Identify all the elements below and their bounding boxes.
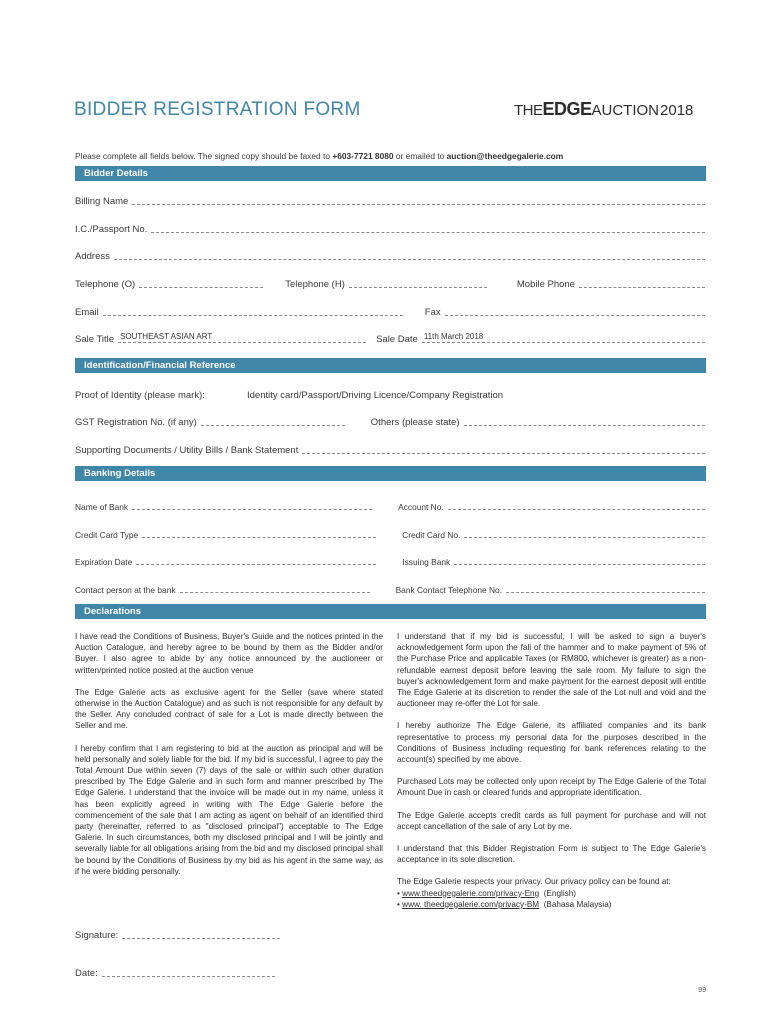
name-of-bank-label: Name of Bank	[75, 502, 129, 512]
credit-card-type-label: Credit Card Type	[75, 530, 139, 540]
declaration-paragraph: I hereby authorize The Edge Galerie, its affiliated companies and its bank representative to process my personal data for the purposes described in the Conditions of Business including requesting for bank references relating to the account(s) specified by me above.	[397, 721, 706, 765]
billing-name-field[interactable]	[132, 204, 705, 205]
mobile-phone-label: Mobile Phone	[516, 279, 575, 290]
supporting-docs-field[interactable]	[302, 453, 705, 454]
address-row	[75, 248, 705, 262]
signature-row	[75, 927, 280, 941]
expiration-date-label: Expiration Date	[75, 557, 133, 567]
mobile-phone-field[interactable]	[579, 287, 705, 288]
contact-person-field[interactable]	[180, 592, 370, 593]
bank-row-1	[75, 498, 705, 512]
section-declarations: Declarations	[75, 604, 706, 619]
sale-row	[75, 331, 705, 345]
fax-label: Fax	[424, 307, 441, 318]
privacy-intro: The Edge Galerie respects your privacy. Our privacy policy can be found at:	[397, 877, 671, 887]
date-label: Date:	[75, 968, 98, 979]
bank-row-4	[75, 581, 705, 595]
telephone-office-field[interactable]	[139, 287, 263, 288]
sale-title-value: SOUTHEAST ASIAN ART	[120, 332, 213, 341]
email-field[interactable]	[103, 315, 403, 316]
credit-card-type-field[interactable]	[142, 537, 376, 538]
billing-name-label: Billing Name	[75, 196, 129, 207]
email-row	[75, 304, 705, 318]
contact-email[interactable]: auction@theedgegalerie.com	[446, 151, 564, 161]
contact-person-label: Contact person at the bank	[75, 585, 176, 595]
declaration-paragraph: I have read the Conditions of Business, Buyer's Guide and the notices printed in the Auction Catalogue, and hereby agree to be bound by them as the Bidder and/or Buyer. I also agree to abide by any notice announced by the auctioneer or written/printed notice posted at the auction venue	[75, 632, 383, 675]
declaration-paragraph: I understand that if my bid is successful, I will be asked to sign a buyer's acknowledgement form upon the fall of the hammer and to make payment of 5% of the Purchase Price and applicable Taxes (or RM800, whichever is greater) as a non-refundable earnest deposit before leaving the sale room. My failure to sign the buyer's acknowledgement form and make payment for the earnest deposit will entitle The Edge Galerie at its discretion to render the sale of the Lot null and void and the auctioneer may re-offer the Lot for sale.	[397, 632, 706, 709]
fax-number: +603-7721 8080	[332, 151, 394, 161]
ic-passport-row	[75, 221, 705, 235]
telephone-office-label: Telephone (O)	[75, 279, 136, 290]
email-label: Email	[75, 307, 99, 318]
address-label: Address	[75, 251, 110, 262]
intro-text: Please complete all fields below. The signed copy should be faxed to +603-7721 8080 or emailed to auction@theedgegalerie.com	[75, 151, 564, 161]
bank-contact-tel-label: Bank Contact Telephone No.	[395, 585, 503, 595]
credit-card-no-label: Credit Card No.	[402, 530, 461, 540]
declaration-paragraph: I hereby confirm that I am registering to bid at the auction as principal and will be held personally and solely liable for the bid. If my bid is successful, I agree to pay the Total Amount Due within seven (7) days of the sale or within such other duration prescribed by The Edge Galerie and in such form and manner prescribed by The Edge Galerie. I understand that the invoice will be made out in my name, unless it has been explicitly agreed in writing with The Edge Galerie before the commencement of the sale that I am acting as agent on behalf of an identified third party (hereinafter, referred to as "disclosed principal") acceptable to The Edge Galerie. In such circumstances, both my disclosed principal and I will be jointly and severally liable for all obligations arising from the bid and my disclosed principal shall be bound by the Conditions of Business by my bid as his agent in the same way, as if he were bidding personally.	[75, 743, 383, 876]
billing-name-row	[75, 193, 705, 207]
declaration-paragraph: I understand that this Bidder Registration Form is subject to The Edge Galerie's acceptance in its sole discretion.	[397, 844, 706, 865]
privacy-link-bm-row: • www. theedgegalerie.com/privacy-BM (Bahasa Malaysia)	[397, 899, 612, 909]
date-row	[75, 965, 275, 979]
privacy-link-english[interactable]: www.theedgegalerie.com/privacy-Eng	[402, 888, 540, 898]
sale-date-field[interactable]	[422, 332, 705, 343]
bank-row-3	[75, 553, 705, 567]
declarations-left-column	[75, 631, 383, 888]
section-banking: Banking Details	[75, 466, 706, 481]
section-identification: Identification/Financial Reference	[75, 358, 706, 373]
fax-field[interactable]	[445, 315, 705, 316]
proof-identity-options[interactable]: Identity card/Passport/Driving Licence/Company Registration	[247, 390, 504, 401]
gst-row	[75, 414, 705, 428]
bank-row-2	[75, 526, 705, 540]
expiration-date-field[interactable]	[136, 564, 376, 565]
ic-passport-field[interactable]	[151, 232, 705, 233]
issuing-bank-label: Issuing Bank	[402, 557, 451, 567]
supporting-docs-row	[75, 442, 705, 456]
declaration-paragraph: The Edge Galerie acts as exclusive agent for the Seller (save where stated otherwise in the Auction Catalogue) and as such is not responsible for any default by the Seller. Any concluded contract of sale for a Lot is made directly between the Seller and me.	[75, 687, 383, 731]
declaration-paragraph: The Edge Galerie accepts credit cards as full payment for purchase and will not accept cancellation of the sale of any Lot by me.	[397, 810, 706, 831]
sale-title-label: Sale Title	[75, 334, 115, 345]
credit-card-no-field[interactable]	[464, 537, 705, 538]
signature-field[interactable]	[122, 938, 280, 939]
issuing-bank-field[interactable]	[454, 564, 705, 565]
proof-identity-label: Proof of Identity (please mark):	[75, 390, 205, 401]
gst-field[interactable]	[201, 425, 345, 426]
supporting-docs-label: Supporting Documents / Utility Bills / Bank Statement	[75, 445, 299, 456]
sale-date-label: Sale Date	[376, 334, 418, 345]
privacy-link-english-row: • www.theedgegalerie.com/privacy-Eng (English)	[397, 888, 577, 898]
privacy-link-bm[interactable]: www. theedgegalerie.com/privacy-BM	[402, 899, 540, 909]
sale-title-field[interactable]	[118, 332, 366, 343]
ic-passport-label: I.C./Passport No.	[75, 224, 148, 235]
name-of-bank-field[interactable]	[132, 509, 372, 510]
address-field[interactable]	[114, 259, 705, 260]
edge-auction-logo: THEEDGEAUCTION2018	[514, 99, 694, 119]
declaration-paragraph: Purchased Lots may be collected only upon receipt by The Edge Galerie of the Total Amount Due in cash or cleared funds and appropriate identification.	[397, 777, 706, 798]
section-bidder-details: Bidder Details	[75, 166, 706, 181]
declarations-right-column	[397, 631, 706, 910]
account-no-field[interactable]	[448, 509, 705, 510]
telephone-home-label: Telephone (H)	[285, 279, 345, 290]
account-no-label: Account No.	[398, 502, 444, 512]
telephone-row	[75, 276, 705, 290]
others-label: Others (please state)	[370, 417, 460, 428]
privacy-block	[397, 876, 706, 910]
others-field[interactable]	[464, 425, 705, 426]
proof-identity-row	[75, 387, 705, 401]
date-field[interactable]	[102, 976, 275, 977]
bank-contact-tel-field[interactable]	[506, 592, 705, 593]
gst-label: GST Registration No. (if any)	[75, 417, 197, 428]
signature-label: Signature:	[75, 930, 119, 941]
sale-date-value: 11th March 2018	[423, 332, 484, 341]
form-title: BIDDER REGISTRATION FORM	[74, 99, 361, 120]
telephone-home-field[interactable]	[349, 287, 487, 288]
page-number: 99	[698, 987, 706, 994]
